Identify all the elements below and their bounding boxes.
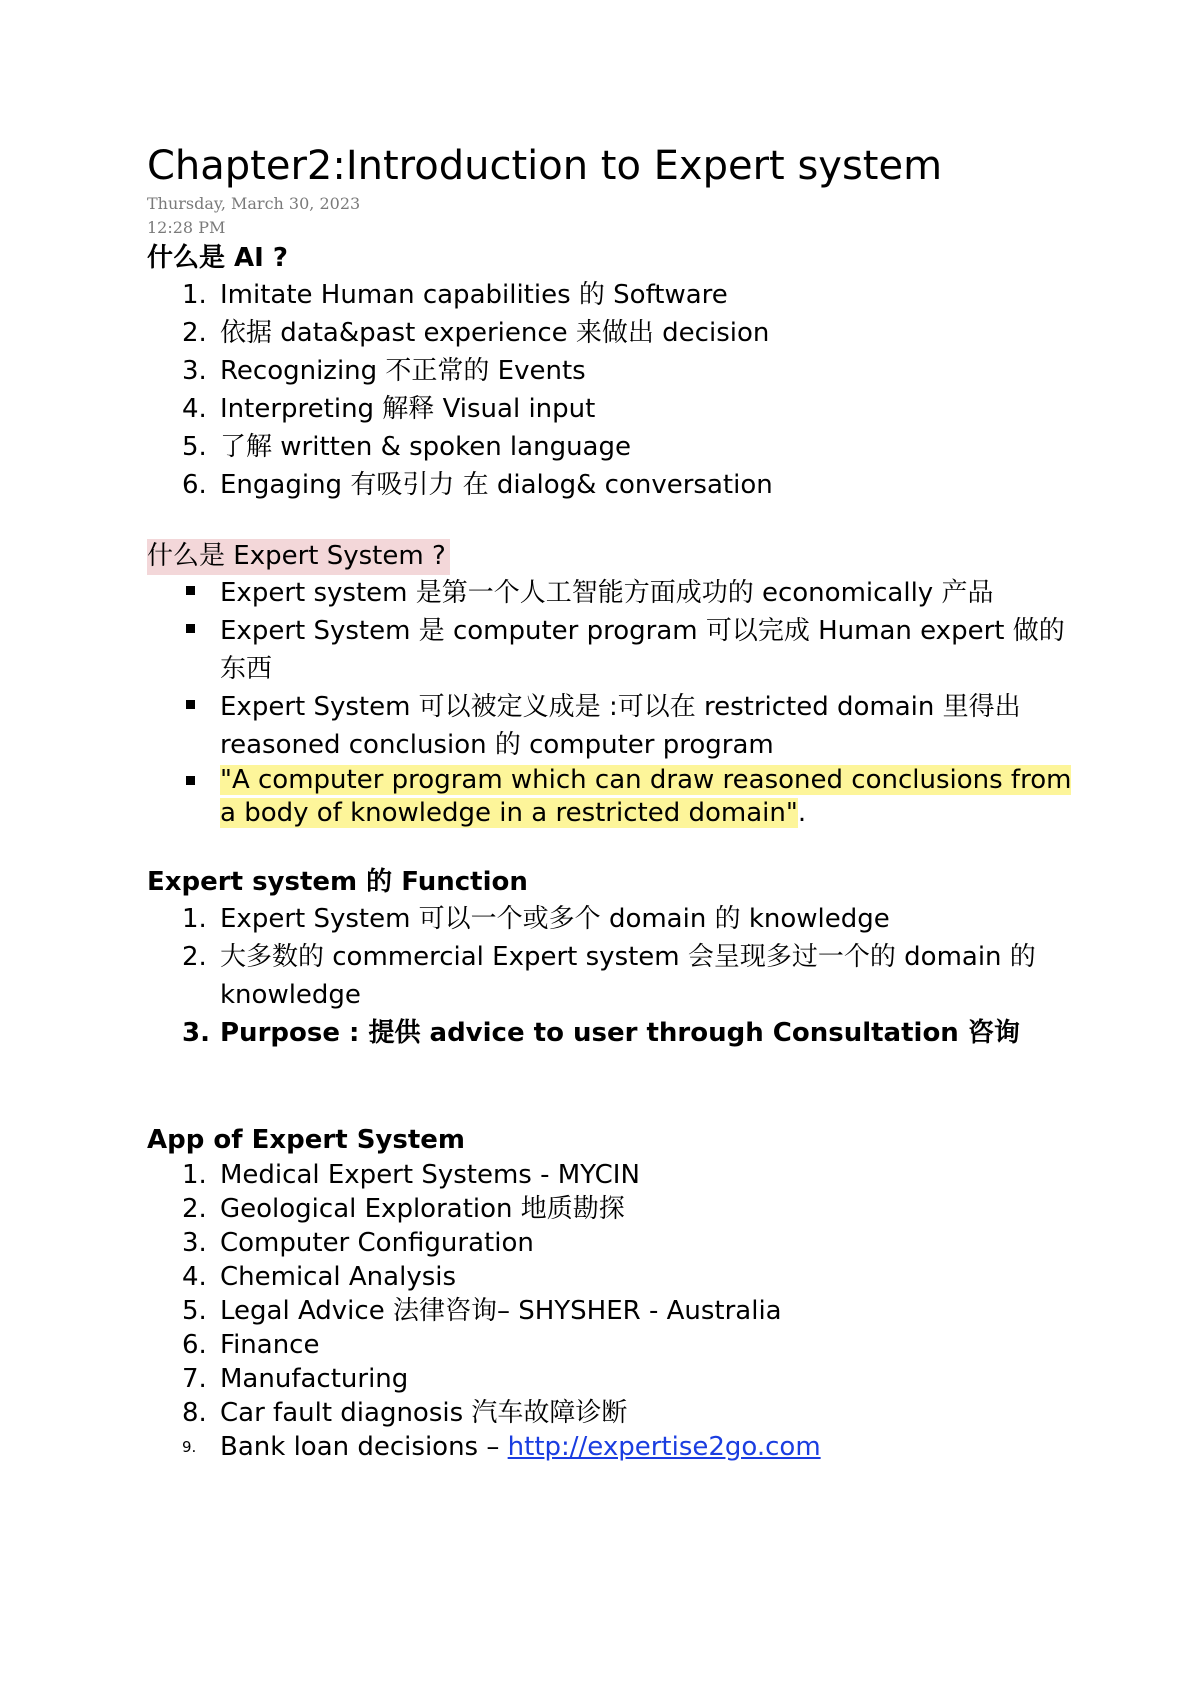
list-number: 3. — [182, 1228, 207, 1258]
list-item-text: Engaging 有吸引力 在 dialog& conversation — [220, 470, 773, 500]
list-item — [147, 574, 1087, 612]
list-item-text: Purpose : 提供 advice to user through Consultation 咨询 — [220, 1018, 1020, 1048]
expertise2go-link[interactable]: http://expertise2go.com — [507, 1432, 821, 1462]
function-list — [147, 900, 1087, 1052]
section-ai-heading: 什么是 AI ? — [147, 243, 288, 273]
list-item — [147, 390, 1087, 428]
square-bullet-icon — [186, 586, 195, 595]
list-number: 5. — [182, 432, 207, 462]
square-bullet-icon — [186, 624, 195, 633]
list-number: 4. — [182, 1262, 207, 1292]
list-item — [147, 314, 1087, 352]
es-bullet-list — [147, 574, 1087, 830]
list-item — [147, 900, 1087, 938]
list-item — [147, 1328, 1087, 1362]
list-number: 4. — [182, 394, 207, 424]
list-number: 1. — [182, 280, 207, 310]
list-number: 5. — [182, 1296, 207, 1326]
list-item — [147, 1430, 1087, 1464]
list-item — [147, 764, 1087, 830]
list-item — [147, 1014, 1087, 1052]
note-time: 12:28 PM — [147, 218, 226, 237]
list-number: 7. — [182, 1364, 207, 1394]
list-item-text: Chemical Analysis — [220, 1262, 457, 1292]
list-item — [147, 352, 1087, 390]
list-item-text: Interpreting 解释 Visual input — [220, 394, 596, 424]
list-item-text: 依据 data&past experience 来做出 decision — [220, 318, 770, 348]
list-item — [147, 1226, 1087, 1260]
list-number: 2. — [182, 942, 207, 972]
list-item-text: Geological Exploration 地质勘探 — [220, 1194, 625, 1224]
list-item-text: Medical Expert Systems - MYCIN — [220, 1160, 640, 1190]
quote-suffix: . — [797, 798, 807, 828]
list-item — [147, 612, 1087, 688]
list-item — [147, 276, 1087, 314]
list-number: 9. — [182, 1438, 197, 1456]
list-item — [147, 428, 1087, 466]
list-item — [147, 1192, 1087, 1226]
highlighted-quote: "A computer program which can draw reasoned conclusions from a body of knowledge in a restricted domain" — [220, 765, 1072, 828]
list-item-text: Legal Advice 法律咨询– SHYSHER - Australia — [220, 1296, 782, 1326]
list-item-text: Imitate Human capabilities 的 Software — [220, 280, 728, 310]
list-number: 3. — [182, 1018, 210, 1048]
highlighted-heading: 什么是 Expert System ? — [147, 539, 450, 575]
list-number: 8. — [182, 1398, 207, 1428]
list-item — [147, 1158, 1087, 1192]
list-item-text: Expert System 是 computer program 可以完成 Human expert 做的东西 — [220, 616, 1065, 684]
list-item-text: Expert System 可以被定义成是 :可以在 restricted domain 里得出 reasoned conclusion 的 computer program — [220, 692, 1021, 760]
ai-list — [147, 276, 1087, 504]
list-item — [147, 688, 1087, 764]
section-es-heading — [147, 538, 1087, 574]
list-number: 6. — [182, 470, 207, 500]
list-item — [147, 1396, 1087, 1430]
list-item — [147, 1362, 1087, 1396]
app-list — [147, 1158, 1087, 1464]
list-item-text: Bank loan decisions – — [220, 1432, 500, 1462]
list-item-text: Expert system 是第一个人工智能方面成功的 economically 产品 — [220, 578, 994, 608]
square-bullet-icon — [186, 776, 195, 785]
square-bullet-icon — [186, 700, 195, 709]
note-date: Thursday, March 30, 2023 — [147, 194, 361, 213]
list-item-text: 大多数的 commercial Expert system 会呈现多过一个的 domain 的 knowledge — [220, 942, 1036, 1010]
list-item-text: Computer Configuration — [220, 1228, 534, 1258]
list-number: 1. — [182, 904, 207, 934]
list-item — [147, 1260, 1087, 1294]
page-title: Chapter2:Introduction to Expert system — [147, 143, 943, 189]
list-number: 2. — [182, 1194, 207, 1224]
list-item-text: Expert System 可以一个或多个 domain 的 knowledge — [220, 904, 890, 934]
list-number: 3. — [182, 356, 207, 386]
list-item-text: Finance — [220, 1330, 320, 1360]
list-number: 2. — [182, 318, 207, 348]
document-page — [147, 140, 1087, 1464]
list-item — [147, 938, 1087, 1014]
list-number: 6. — [182, 1330, 207, 1360]
list-item-text: Manufacturing — [220, 1364, 409, 1394]
list-item — [147, 466, 1087, 504]
section-app-heading: App of Expert System — [147, 1125, 466, 1155]
list-item-text: Car fault diagnosis 汽车故障诊断 — [220, 1398, 628, 1428]
list-number: 1. — [182, 1160, 207, 1190]
list-item — [147, 1294, 1087, 1328]
list-item-text: Recognizing 不正常的 Events — [220, 356, 586, 386]
section-function-heading: Expert system 的 Function — [147, 867, 528, 897]
list-item-text: 了解 written & spoken language — [220, 432, 631, 462]
